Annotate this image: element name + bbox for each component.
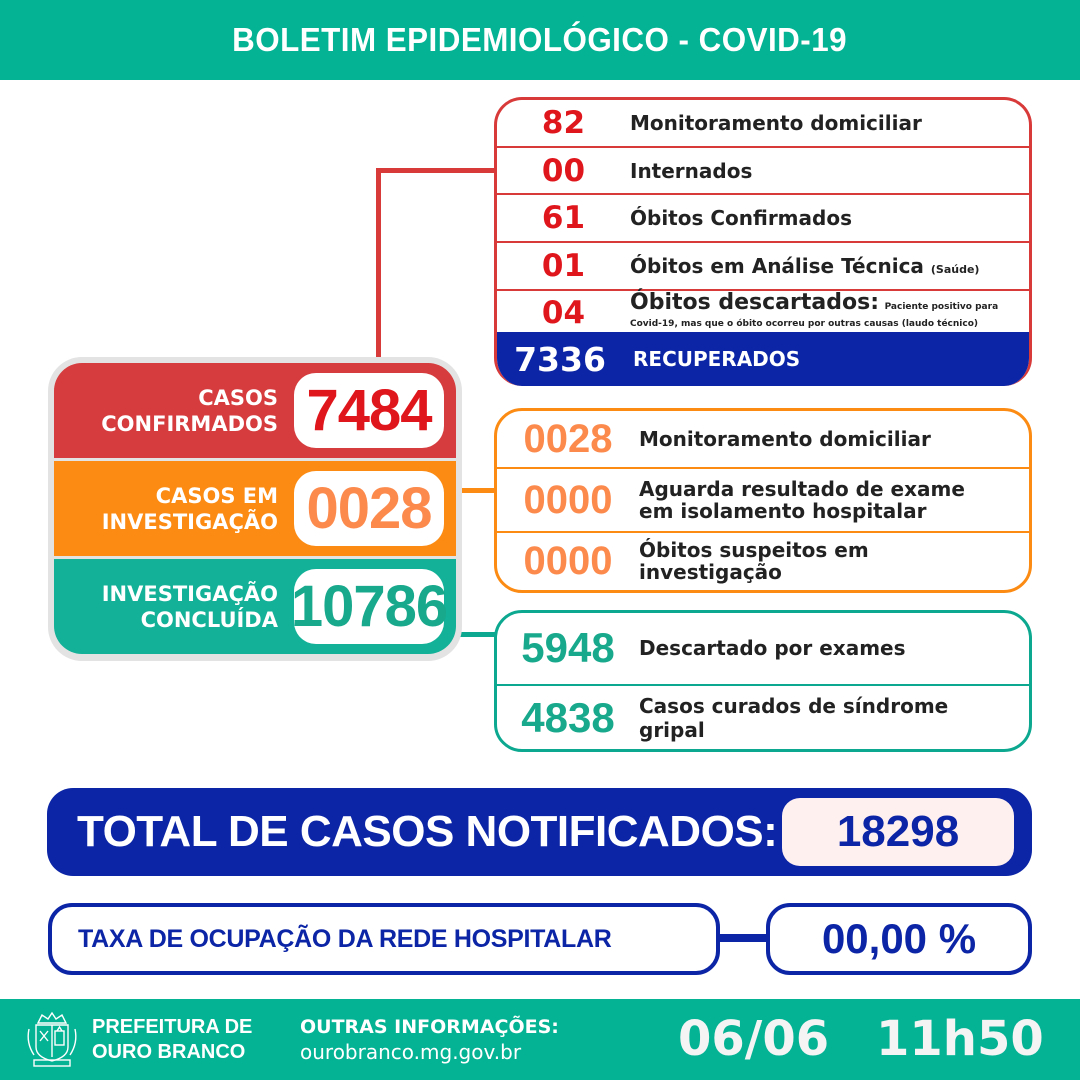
row-label-line2: gripal bbox=[639, 718, 705, 742]
breakdown-row bbox=[497, 243, 1029, 291]
row-label-line2: investigação bbox=[639, 560, 782, 584]
row-value: 5948 bbox=[521, 624, 615, 671]
organization-name bbox=[92, 1015, 252, 1065]
confirmed-breakdown-panel bbox=[494, 97, 1032, 386]
row-label: Internados bbox=[630, 158, 753, 183]
connector-line-confirmed bbox=[376, 168, 381, 364]
breakdown-row bbox=[497, 686, 1029, 750]
row-label bbox=[639, 694, 948, 742]
row-label bbox=[630, 254, 979, 278]
recovered-value: 7336 bbox=[514, 339, 606, 379]
info-label: OUTRAS INFORMAÇÕES: bbox=[300, 1016, 559, 1038]
org-line1: PREFEITURA DE bbox=[92, 1016, 253, 1038]
breakdown-row bbox=[497, 291, 1029, 335]
confirmed-label bbox=[54, 385, 290, 437]
row-label-line1: Casos curados de síndrome bbox=[639, 694, 949, 718]
row-label: Óbitos Confirmados bbox=[630, 206, 852, 230]
row-label-line2: em isolamento hospitalar bbox=[639, 499, 927, 523]
recovered-label: RECUPERADOS bbox=[633, 347, 801, 371]
row-value: 0000 bbox=[523, 477, 613, 522]
concluded-value: 10786 bbox=[294, 569, 444, 644]
footer bbox=[0, 999, 1080, 1080]
row-label-main: Óbitos descartados: bbox=[630, 289, 879, 315]
connector-line-concluded bbox=[458, 632, 498, 637]
row-label-line1: Aguarda resultado de exame bbox=[639, 477, 965, 501]
breakdown-row bbox=[497, 148, 1029, 195]
investigation-label-line1: CASOS EM bbox=[155, 483, 278, 508]
row-value: 0028 bbox=[523, 416, 613, 461]
investigation-breakdown-panel bbox=[494, 408, 1032, 593]
occupancy-connector bbox=[720, 934, 768, 942]
breakdown-row bbox=[497, 100, 1029, 148]
header-banner bbox=[0, 0, 1080, 80]
total-value-box bbox=[782, 798, 1014, 866]
info-url-link[interactable]: ourobranco.mg.gov.br bbox=[300, 1040, 522, 1064]
row-note: Paciente positivo para bbox=[884, 301, 999, 312]
connector-line-investigation bbox=[458, 488, 498, 493]
row-value: 0000 bbox=[523, 538, 613, 583]
total-notified-bar bbox=[47, 788, 1032, 876]
recovered-row bbox=[497, 332, 1029, 386]
summary-confirmed bbox=[54, 363, 456, 458]
occupancy-value-box bbox=[766, 903, 1032, 975]
total-label: TOTAL DE CASOS NOTIFICADOS: bbox=[77, 807, 778, 856]
row-label: Descartado por exames bbox=[639, 636, 906, 660]
bulletin-time: 11h50 bbox=[876, 1011, 1044, 1067]
row-label: Monitoramento domiciliar bbox=[630, 111, 922, 135]
row-note: (Saúde) bbox=[930, 263, 980, 276]
confirmed-label-line1: CASOS bbox=[198, 385, 278, 410]
investigation-value: 0028 bbox=[294, 471, 444, 546]
investigation-label bbox=[54, 483, 290, 535]
row-label-main: Óbitos em Análise Técnica bbox=[630, 254, 924, 278]
breakdown-row bbox=[497, 533, 1029, 589]
row-value: 00 bbox=[541, 152, 586, 189]
summary-investigation bbox=[54, 461, 456, 556]
confirmed-value: 7484 bbox=[294, 373, 444, 448]
row-value: 01 bbox=[541, 248, 586, 284]
total-value: 18298 bbox=[836, 807, 960, 856]
coat-of-arms-icon bbox=[24, 1009, 80, 1069]
concluded-label bbox=[54, 581, 290, 633]
org-line2: OURO BRANCO bbox=[92, 1041, 246, 1063]
breakdown-row bbox=[497, 411, 1029, 467]
row-label bbox=[630, 289, 999, 331]
concluded-breakdown-panel bbox=[494, 610, 1032, 752]
occupancy-value: 00,00 % bbox=[821, 915, 977, 962]
confirmed-label-line2: CONFIRMADOS bbox=[101, 411, 278, 436]
summary-stack bbox=[48, 357, 462, 661]
bulletin-date: 06/06 bbox=[678, 1011, 830, 1067]
concluded-label-line1: INVESTIGAÇÃO bbox=[101, 581, 278, 606]
row-value: 04 bbox=[541, 295, 586, 331]
occupancy-label-box bbox=[48, 903, 720, 975]
row-label: Monitoramento domiciliar bbox=[639, 427, 931, 451]
concluded-label-line2: CONCLUÍDA bbox=[140, 607, 278, 632]
investigation-label-line2: INVESTIGAÇÃO bbox=[101, 509, 278, 534]
page-title: BOLETIM EPIDEMIOLÓGICO - COVID-19 bbox=[232, 21, 848, 58]
row-label bbox=[639, 539, 869, 583]
breakdown-row bbox=[497, 469, 1029, 531]
connector-line-confirmed bbox=[376, 168, 498, 173]
breakdown-row bbox=[497, 195, 1029, 243]
row-value: 61 bbox=[541, 200, 586, 236]
occupancy-label: TAXA DE OCUPAÇÃO DA REDE HOSPITALAR bbox=[78, 924, 612, 953]
row-label bbox=[639, 478, 965, 522]
row-value: 82 bbox=[541, 105, 586, 141]
summary-concluded bbox=[54, 559, 456, 654]
row-note-line2: Covid-19, mas que o óbito ocorreu por outras causas (laudo técnico) bbox=[630, 318, 979, 329]
row-label-line1: Óbitos suspeitos em bbox=[639, 538, 869, 562]
row-value: 4838 bbox=[521, 694, 615, 741]
breakdown-row bbox=[497, 613, 1029, 683]
